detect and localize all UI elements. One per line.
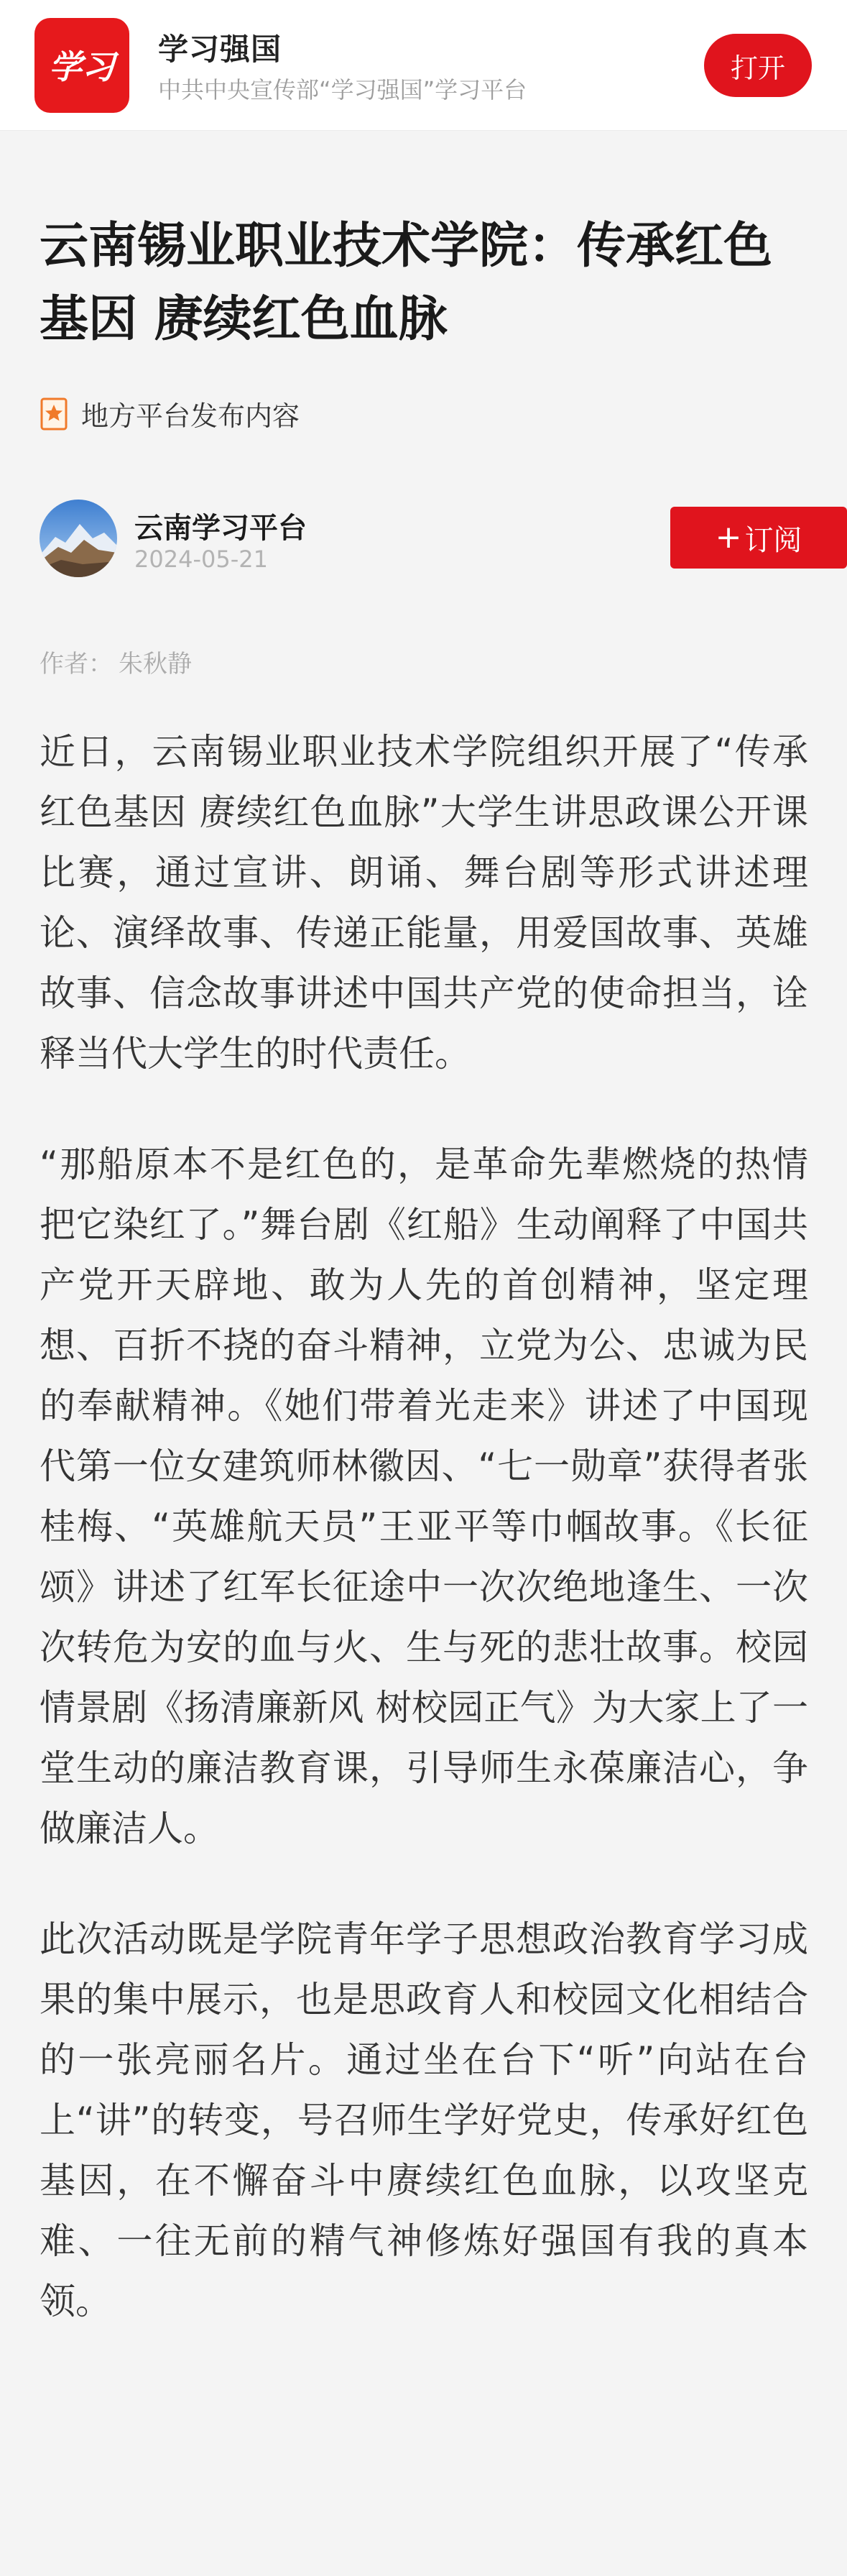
local-platform-badge-icon xyxy=(40,397,68,431)
author-label: 作者： xyxy=(40,650,113,678)
app-download-banner xyxy=(0,0,847,131)
mountain-avatar-icon xyxy=(40,500,117,577)
publisher-avatar[interactable] xyxy=(40,500,117,577)
open-app-button[interactable]: 打开 xyxy=(704,34,812,97)
app-name: 学习强国 xyxy=(158,32,282,67)
xuexi-logo-icon[interactable] xyxy=(34,18,129,113)
subscribe-button[interactable] xyxy=(670,507,847,569)
source-tag xyxy=(40,394,300,433)
article-paragraph: 近日，云南锡业职业技术学院组织开展了“传承红色基因 赓续红色血脉”大学生讲思政课公开课比赛，通过宣讲、朗诵、舞台剧等形式讲述理论、演绎故事、传递正能量，用爱国故事、英雄故事、信念故事讲述中国共产党的使命担当，诠释当代大学生的时代责任。 xyxy=(40,731,808,1075)
publisher-row xyxy=(40,500,808,579)
article-body xyxy=(40,722,808,2382)
article xyxy=(0,131,847,2576)
article-paragraph: “那船原本不是红色的，是革命先辈燃烧的热情把它染红了。”舞台剧《红船》生动阐释了中国共产党开天辟地、敢为人先的首创精神，坚定理想、百折不挠的奋斗精神，立党为公、忠诚为民的奉献精神。《她们带着光走来》讲述了中国现代第一位女建筑师林徽因、“七一勋章”获得者张桂梅、“英雄航天员”王亚平等巾帼故事。《长征颂》讲述了红军长征途中一次次绝地逢生、一次次转危为安的血与火、生与死的悲壮故事。校园情景剧《扬清廉新风 树校园正气》为大家上了一堂生动的廉洁教育课，引导师生永葆廉洁心，争做廉洁人。 xyxy=(40,1144,808,1849)
author-name: 朱秋静 xyxy=(119,650,192,678)
xuexi-logo-calligraphy xyxy=(42,37,121,94)
publisher-name[interactable]: 云南学习平台 xyxy=(134,512,307,545)
subscribe-label: 订阅 xyxy=(744,523,802,557)
article-title: 云南锡业职业技术学院：传承红色基因 赓续红色血脉 xyxy=(40,218,773,348)
app-subtitle: 中共中央宣传部“学习强国”学习平台 xyxy=(158,76,527,104)
author-line xyxy=(40,644,192,679)
publish-date: 2024-05-21 xyxy=(134,546,268,573)
article-paragraph: 此次活动既是学院青年学子思想政治教育学习成果的集中展示，也是思政育人和校园文化相结合的一张亮丽名片。通过坐在台下“听”向站在台上“讲”的转变，号召师生学好党史，传承好红色基因，在不懈奋斗中赓续红色血脉，以攻坚克难、一往无前的精气神修炼好强国有我的真本领。 xyxy=(40,1918,808,2322)
svg-text:学习: 学习 xyxy=(49,47,115,86)
plus-icon: + xyxy=(715,519,742,556)
source-tag-label: 地方平台发布内容 xyxy=(81,400,300,432)
